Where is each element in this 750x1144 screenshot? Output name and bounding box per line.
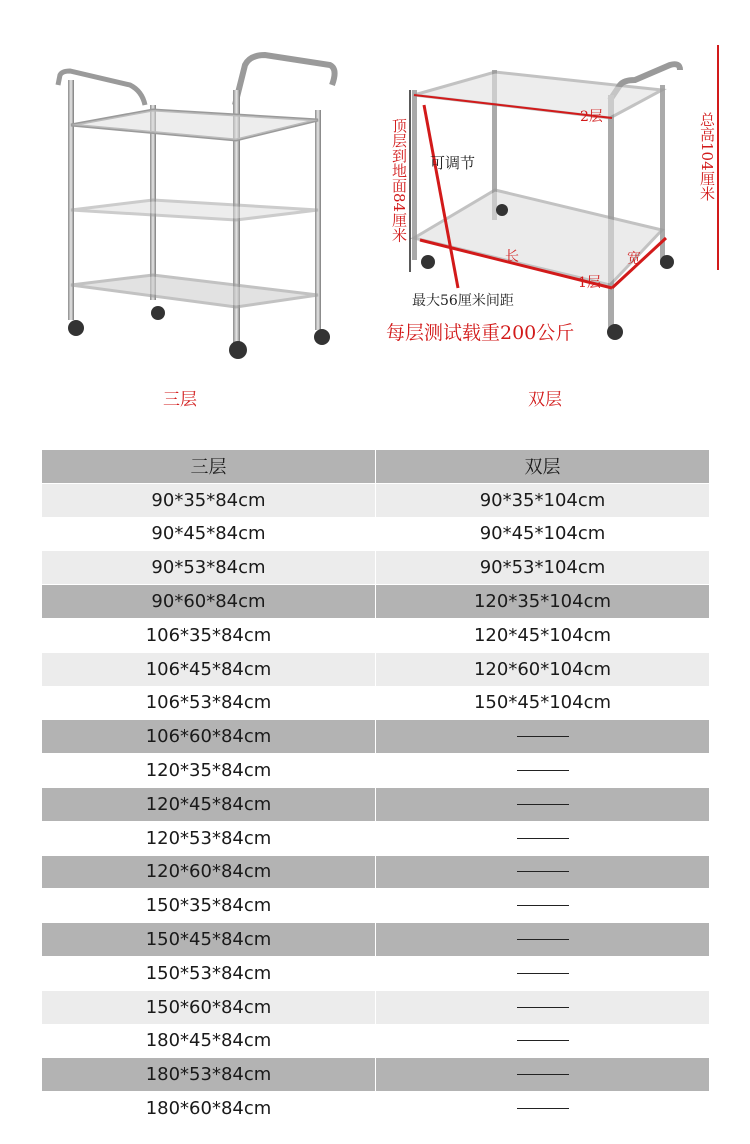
three-tier-size-cell: 180*60*84cm <box>145 1098 272 1120</box>
load-test-annotation: 每层测试载重200公斤 <box>386 322 575 344</box>
two-tier-cart-image <box>380 40 730 360</box>
two-tier-size-cell: 90*35*104cm <box>375 484 709 517</box>
product-images <box>0 0 750 420</box>
two-tier-size-cell <box>375 1025 709 1058</box>
two-tier-size-cell <box>375 889 709 922</box>
table-row <box>42 551 709 585</box>
three-tier-size-cell: 106*35*84cm <box>145 624 272 646</box>
max-spacing-annotation: 最大56厘米间距 <box>412 293 514 309</box>
table-row <box>42 889 709 923</box>
three-tier-size-cell: 120*35*84cm <box>145 760 272 782</box>
table-row <box>42 518 709 552</box>
three-tier-size-cell: 150*53*84cm <box>145 962 272 984</box>
two-tier-size-cell <box>375 822 709 855</box>
table-row <box>42 1058 709 1092</box>
empty-dash <box>517 770 569 771</box>
table-row <box>42 754 709 788</box>
table-row <box>42 687 709 721</box>
two-tier-size-cell <box>375 754 709 787</box>
layer-1-annotation: 1层 <box>578 275 601 291</box>
three-tier-cart-image <box>50 45 350 365</box>
three-tier-size-cell: 106*53*84cm <box>145 692 272 714</box>
table-row <box>42 856 709 890</box>
empty-dash <box>517 736 569 737</box>
three-tier-size-cell: 120*45*84cm <box>145 793 272 815</box>
two-tier-size-cell <box>375 923 709 956</box>
total-height-annotation: 总高104厘米 <box>698 112 716 201</box>
empty-dash <box>517 1108 569 1109</box>
two-tier-size-cell: 120*35*104cm <box>375 585 709 618</box>
three-tier-caption: 三层 <box>163 390 197 410</box>
three-tier-size-cell: 180*53*84cm <box>145 1064 272 1086</box>
table-row <box>42 1092 709 1126</box>
table-row <box>42 619 709 653</box>
three-tier-size-cell: 90*53*84cm <box>151 557 266 579</box>
header-two-tier: 双层 <box>375 450 709 483</box>
two-tier-size-cell <box>375 1058 709 1091</box>
two-tier-size-cell <box>375 720 709 753</box>
empty-dash <box>517 871 569 872</box>
three-tier-size-cell: 106*45*84cm <box>145 658 272 680</box>
empty-dash <box>517 838 569 839</box>
empty-dash <box>517 1040 569 1041</box>
width-annotation: 宽 <box>627 251 641 267</box>
table-row <box>42 923 709 957</box>
size-table <box>42 450 709 1126</box>
three-tier-size-cell: 180*45*84cm <box>145 1030 272 1052</box>
table-row <box>42 1025 709 1059</box>
table-row <box>42 957 709 991</box>
table-body <box>42 484 709 1126</box>
table-row <box>42 822 709 856</box>
table-row <box>42 720 709 754</box>
table-header-row <box>42 450 709 484</box>
empty-dash <box>517 973 569 974</box>
table-row <box>42 653 709 687</box>
two-tier-size-cell: 120*45*104cm <box>375 619 709 652</box>
three-tier-size-cell: 90*60*84cm <box>151 591 266 613</box>
two-tier-caption: 双层 <box>528 390 562 410</box>
two-tier-size-cell: 90*45*104cm <box>375 518 709 551</box>
three-tier-size-cell: 90*35*84cm <box>151 489 266 511</box>
three-tier-size-cell: 150*35*84cm <box>145 895 272 917</box>
empty-dash <box>517 939 569 940</box>
empty-dash <box>517 804 569 805</box>
two-tier-size-cell: 150*45*104cm <box>375 687 709 720</box>
table-row <box>42 991 709 1025</box>
two-tier-size-cell <box>375 957 709 990</box>
two-tier-size-cell <box>375 856 709 889</box>
three-tier-size-cell: 120*60*84cm <box>145 861 272 883</box>
table-row <box>42 484 709 518</box>
top-to-floor-annotation: 顶层到地面84厘米 <box>390 118 408 243</box>
adjustable-annotation: 可调节 <box>430 154 476 172</box>
two-tier-size-cell: 90*53*104cm <box>375 551 709 584</box>
empty-dash <box>517 905 569 906</box>
table-row <box>42 788 709 822</box>
two-tier-size-cell <box>375 788 709 821</box>
three-tier-size-cell: 150*60*84cm <box>145 996 272 1018</box>
two-tier-size-cell <box>375 991 709 1024</box>
table-row <box>42 585 709 619</box>
three-tier-size-cell: 90*45*84cm <box>151 523 266 545</box>
three-tier-size-cell: 120*53*84cm <box>145 827 272 849</box>
layer-2-annotation: 2层 <box>580 109 603 125</box>
three-tier-size-cell: 106*60*84cm <box>145 726 272 748</box>
length-annotation: 长 <box>505 249 519 265</box>
empty-dash <box>517 1007 569 1008</box>
two-tier-size-cell: 120*60*104cm <box>375 653 709 686</box>
header-three-tier: 三层 <box>190 457 227 479</box>
empty-dash <box>517 1074 569 1075</box>
three-tier-size-cell: 150*45*84cm <box>145 929 272 951</box>
two-tier-size-cell <box>375 1092 709 1125</box>
